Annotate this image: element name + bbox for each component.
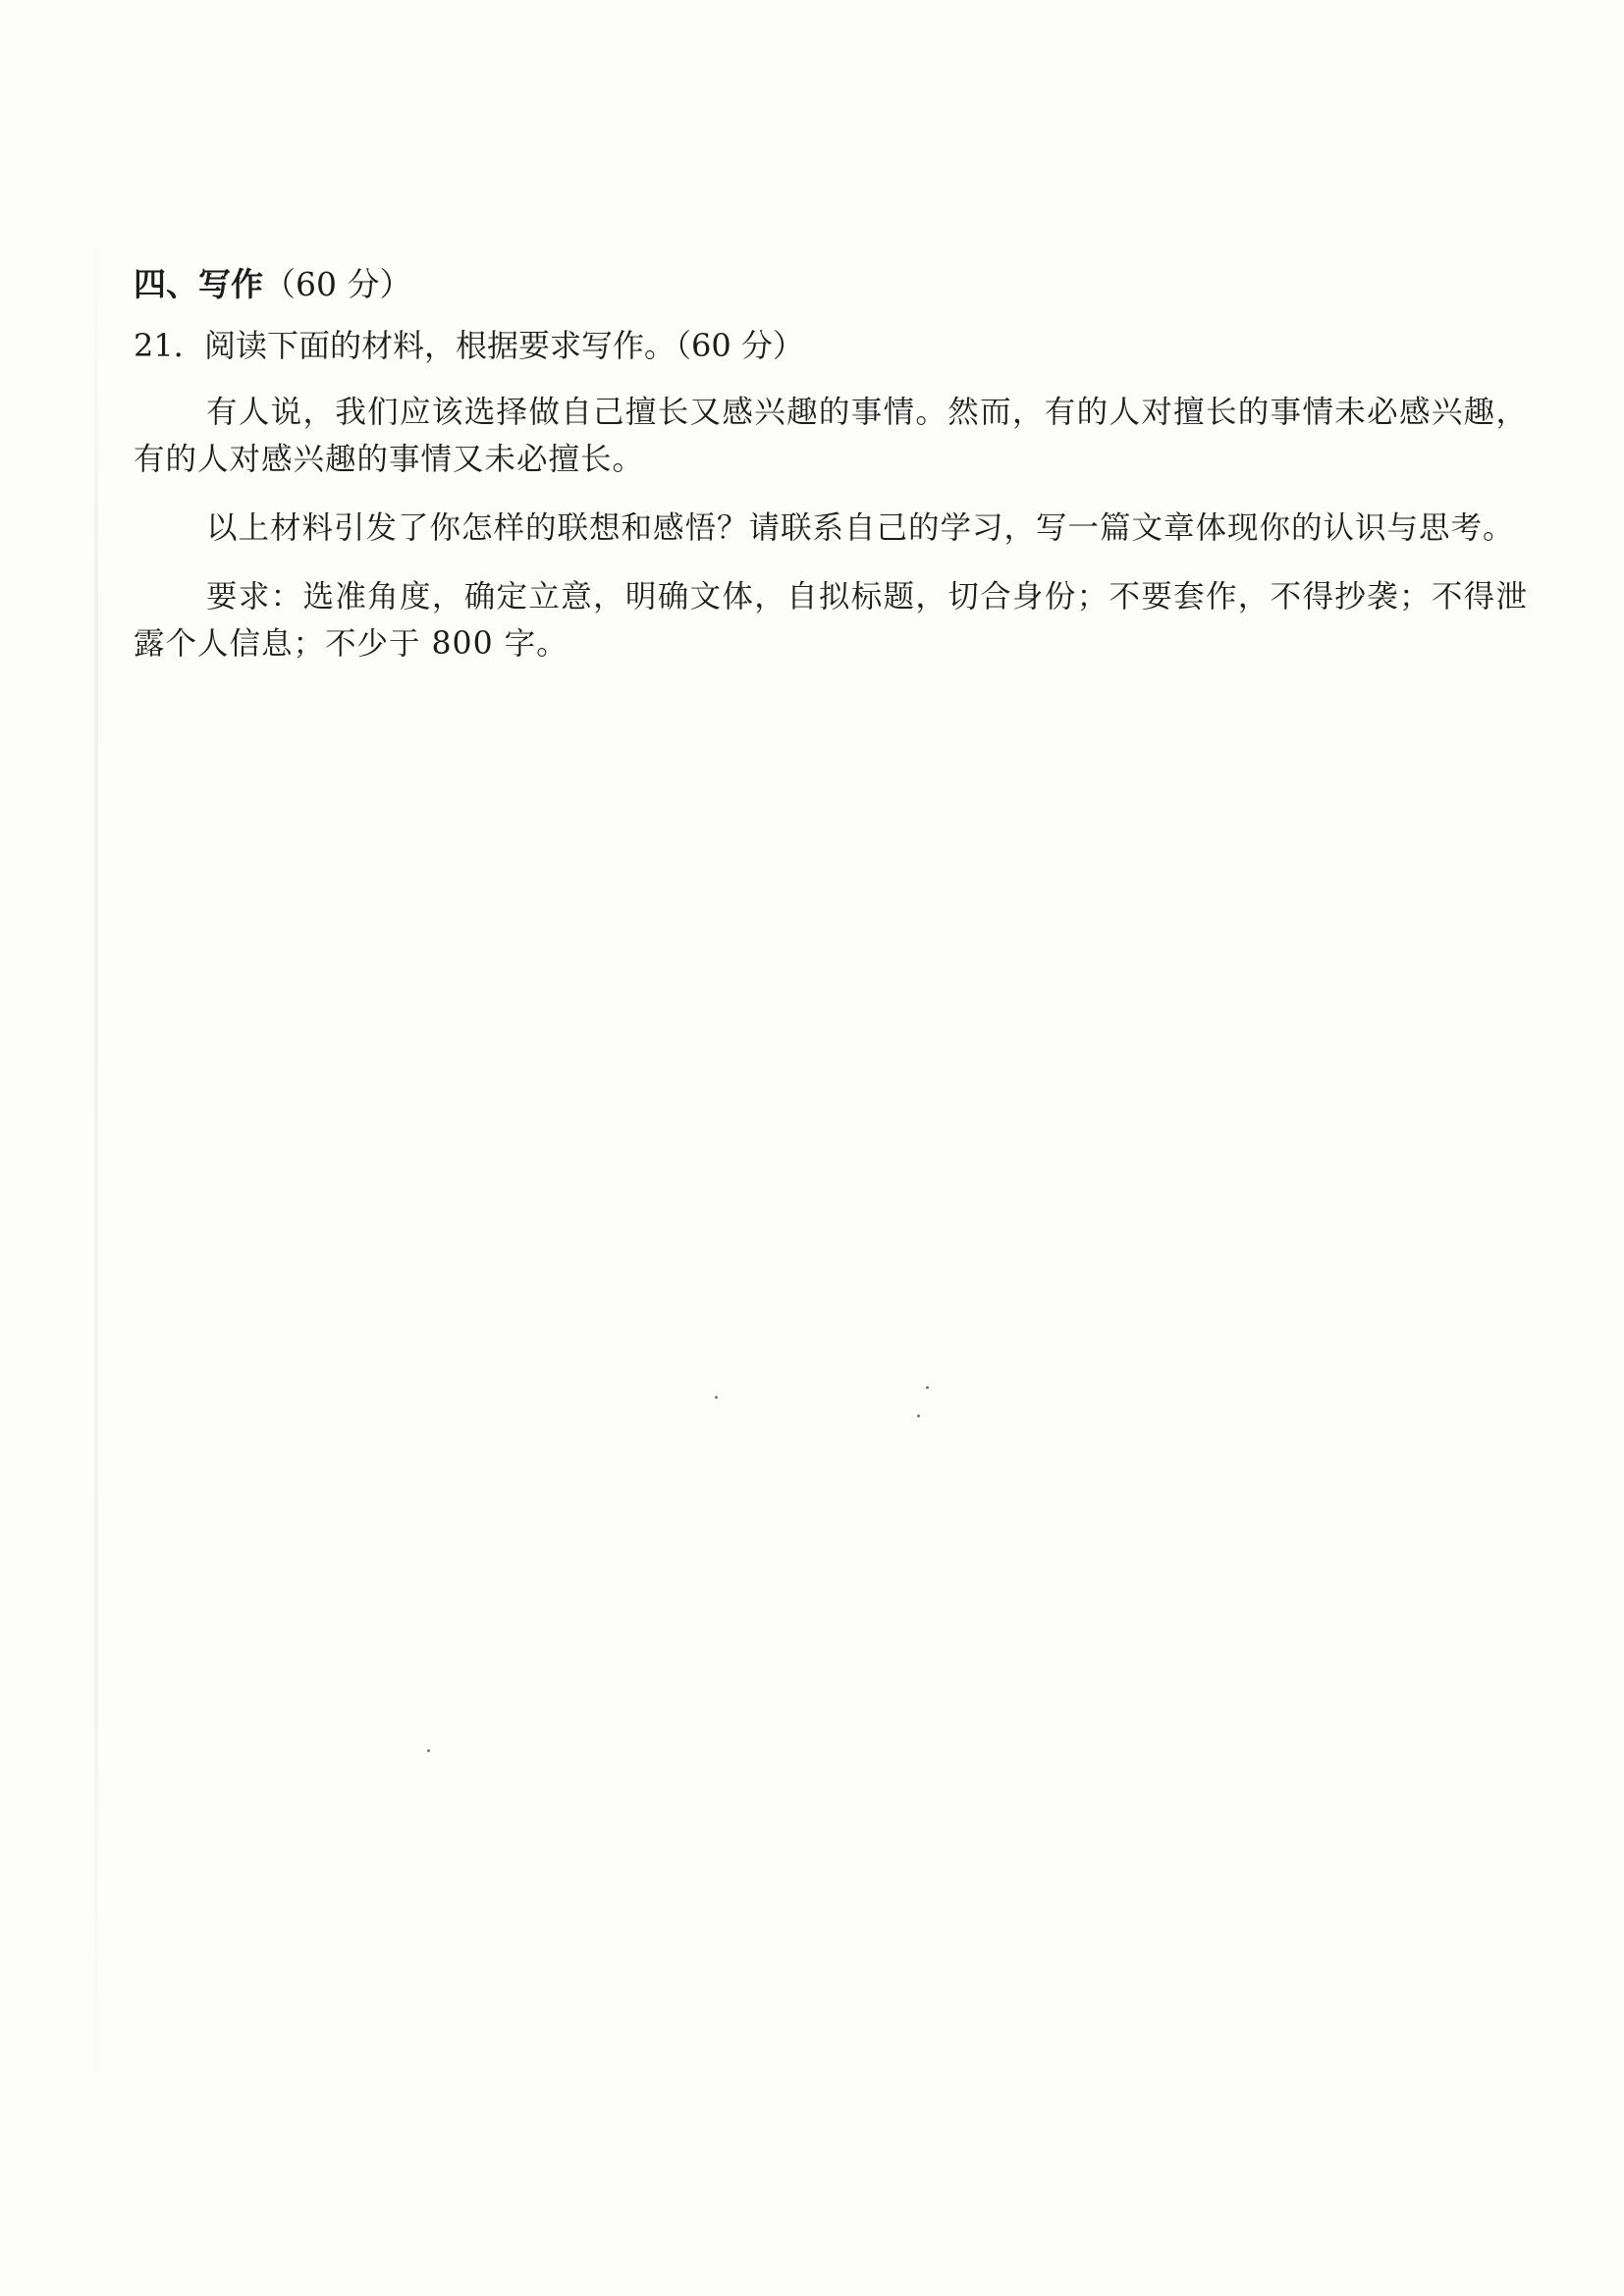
scan-speck: [926, 1386, 929, 1389]
section-title: 四、写作: [134, 265, 263, 303]
scan-speck: [427, 1749, 430, 1752]
writing-section: [134, 263, 1528, 667]
scan-shadow-edge: [94, 226, 98, 2091]
requirement-paragraph: 要求：选准角度，确定立意，明确文体，自拟标题，切合身份；不要套作，不得抄袭；不得泄露个人信息；不少于 800 字。: [134, 579, 1528, 662]
section-heading: [134, 263, 1528, 306]
question-instruction-line: [134, 324, 1528, 367]
scan-speck: [715, 1396, 718, 1399]
section-score: （60 分）: [263, 265, 412, 303]
material-paragraph: 有人说，我们应该选择做自己擅长又感兴趣的事情。然而，有的人对擅长的事情未必感兴趣，有的人对感兴趣的事情又未必擅长。: [134, 395, 1528, 477]
scan-speck: [917, 1415, 920, 1417]
question-number: 21．: [134, 327, 205, 364]
question-instruction: 阅读下面的材料，根据要求写作。（60 分）: [204, 327, 804, 364]
prompt-paragraph: 以上材料引发了你怎样的联想和感悟？请联系自己的学习，写一篇文章体现你的认识与思考。: [206, 510, 1515, 546]
